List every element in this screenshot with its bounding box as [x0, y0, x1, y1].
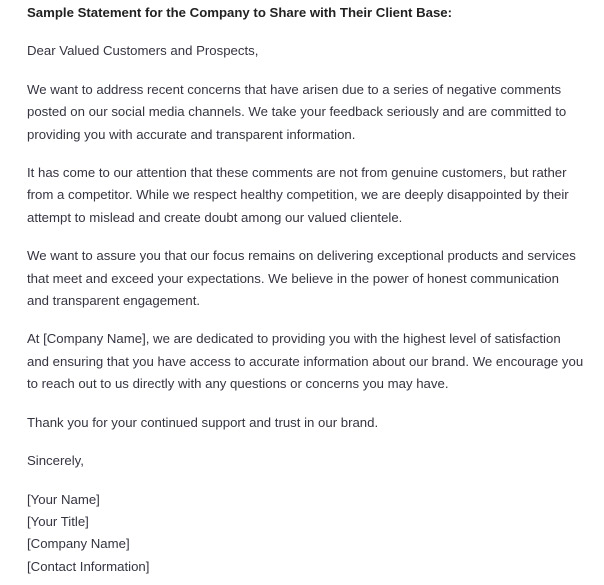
signature-name: [Your Name]: [27, 491, 100, 507]
paragraph-competitor: It has come to our attention that these comments are not from genuine customers, but rather from a competitor. While we respect healthy competition, we are deeply disappointed by their attempt to mislead and create doubt among our valued clientele.: [27, 165, 569, 225]
paragraph-assurance: We want to assure you that our focus remains on delivering exceptional products and services that meet and exceed your expectations. We believe in the power of honest communication and transparent engagement.: [27, 248, 576, 309]
statement-title: Sample Statement for the Company to Share with Their Client Base:: [27, 5, 453, 20]
signature-block: [27, 489, 584, 579]
paragraph-concerns: We want to address recent concerns that have arisen due to a series of negative comments posted on our social media channels. We take your feedback seriously and are committed to providing you with accurate and transparent information.: [27, 81, 567, 142]
paragraph-dedication: At [Company Name], we are dedicated to providing you with the highest level of satisfaction and ensuring that you have access to accurate information about our brand. We encourage you to reach out to us directly with any questions or concerns you may have.: [27, 331, 584, 392]
signature-contact: [Contact Information]: [27, 558, 150, 574]
paragraph-thanks: Thank you for your continued support and trust in our brand.: [27, 414, 379, 430]
signature-company: [Company Name]: [27, 536, 130, 552]
signature-title: [Your Title]: [27, 513, 89, 529]
closing: Sincerely,: [27, 453, 84, 469]
greeting: Dear Valued Customers and Prospects,: [27, 43, 259, 59]
